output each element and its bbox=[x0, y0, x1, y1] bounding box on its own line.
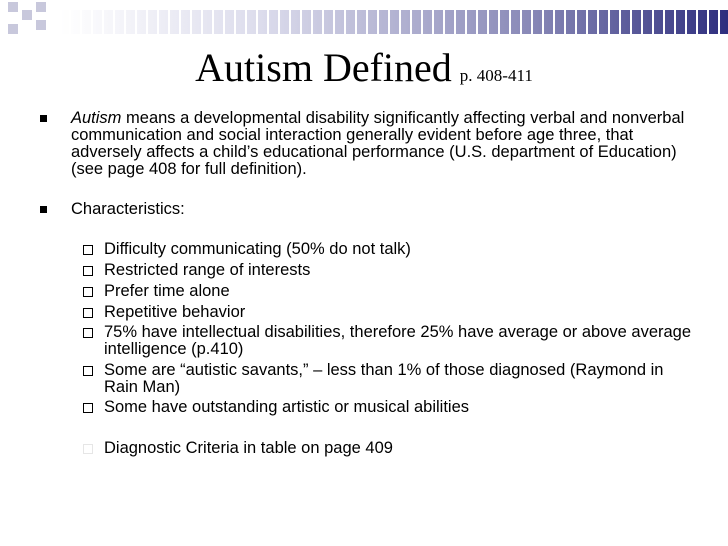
definition-term: Autism bbox=[71, 109, 122, 127]
list-item bbox=[83, 440, 693, 457]
list-item bbox=[83, 324, 693, 358]
list-item bbox=[83, 362, 693, 396]
list-item-text: Diagnostic Criteria in table on page 409 bbox=[104, 439, 393, 457]
slide-title bbox=[0, 44, 728, 91]
list-item-text: Restricted range of interests bbox=[104, 261, 311, 279]
list-item-text: Difficulty communicating (50% do not talk) bbox=[104, 240, 411, 258]
definition-body: means a developmental disability significantly affecting verbal and nonverbal communication and social interaction generally evident before age three, that adversely affects a child’s educational performance (U.S. department of Education) (see page 408 for full definition). bbox=[71, 109, 685, 178]
hollow-square-bullet-icon bbox=[83, 287, 93, 297]
hollow-square-bullet-icon bbox=[83, 245, 93, 255]
hollow-square-bullet-icon bbox=[83, 308, 93, 318]
title-text: Autism Defined bbox=[195, 45, 452, 90]
decor-square bbox=[22, 10, 32, 20]
list-item-text: Repetitive behavior bbox=[104, 303, 246, 321]
list-item-text: Prefer time alone bbox=[104, 282, 230, 300]
decor-square bbox=[8, 2, 18, 12]
header-band bbox=[0, 0, 728, 40]
list-item bbox=[83, 283, 693, 300]
hollow-square-bullet-icon bbox=[83, 366, 93, 376]
header-gradient-stripes bbox=[60, 10, 728, 34]
list-item bbox=[83, 399, 693, 416]
title-page-ref: p. 408-411 bbox=[459, 66, 533, 85]
list-item-text: 75% have intellectual disabilities, therefore 25% have average or above average intelligence (p.410) bbox=[104, 323, 692, 358]
definition-text bbox=[71, 110, 700, 178]
characteristics-heading: Characteristics: bbox=[71, 200, 185, 218]
list-item bbox=[83, 241, 693, 258]
hollow-square-bullet-icon bbox=[83, 403, 93, 413]
decor-square bbox=[36, 20, 46, 30]
list-item-text: Some have outstanding artistic or musical abilities bbox=[104, 398, 470, 416]
faint-bullet-icon bbox=[83, 444, 93, 454]
list-item-text: Some are “autistic savants,” – less than 1% of those diagnosed (Raymond in Rain Man) bbox=[104, 361, 664, 396]
list-item bbox=[83, 262, 693, 279]
hollow-square-bullet-icon bbox=[83, 328, 93, 338]
definition-item bbox=[40, 110, 700, 178]
hollow-square-bullet-icon bbox=[83, 266, 93, 276]
header-squares bbox=[0, 0, 60, 40]
decor-square bbox=[36, 2, 46, 12]
square-bullet-icon bbox=[40, 206, 47, 213]
list-item bbox=[83, 304, 693, 321]
characteristics-item bbox=[40, 201, 700, 218]
decor-square bbox=[8, 24, 18, 34]
square-bullet-icon bbox=[40, 115, 47, 122]
